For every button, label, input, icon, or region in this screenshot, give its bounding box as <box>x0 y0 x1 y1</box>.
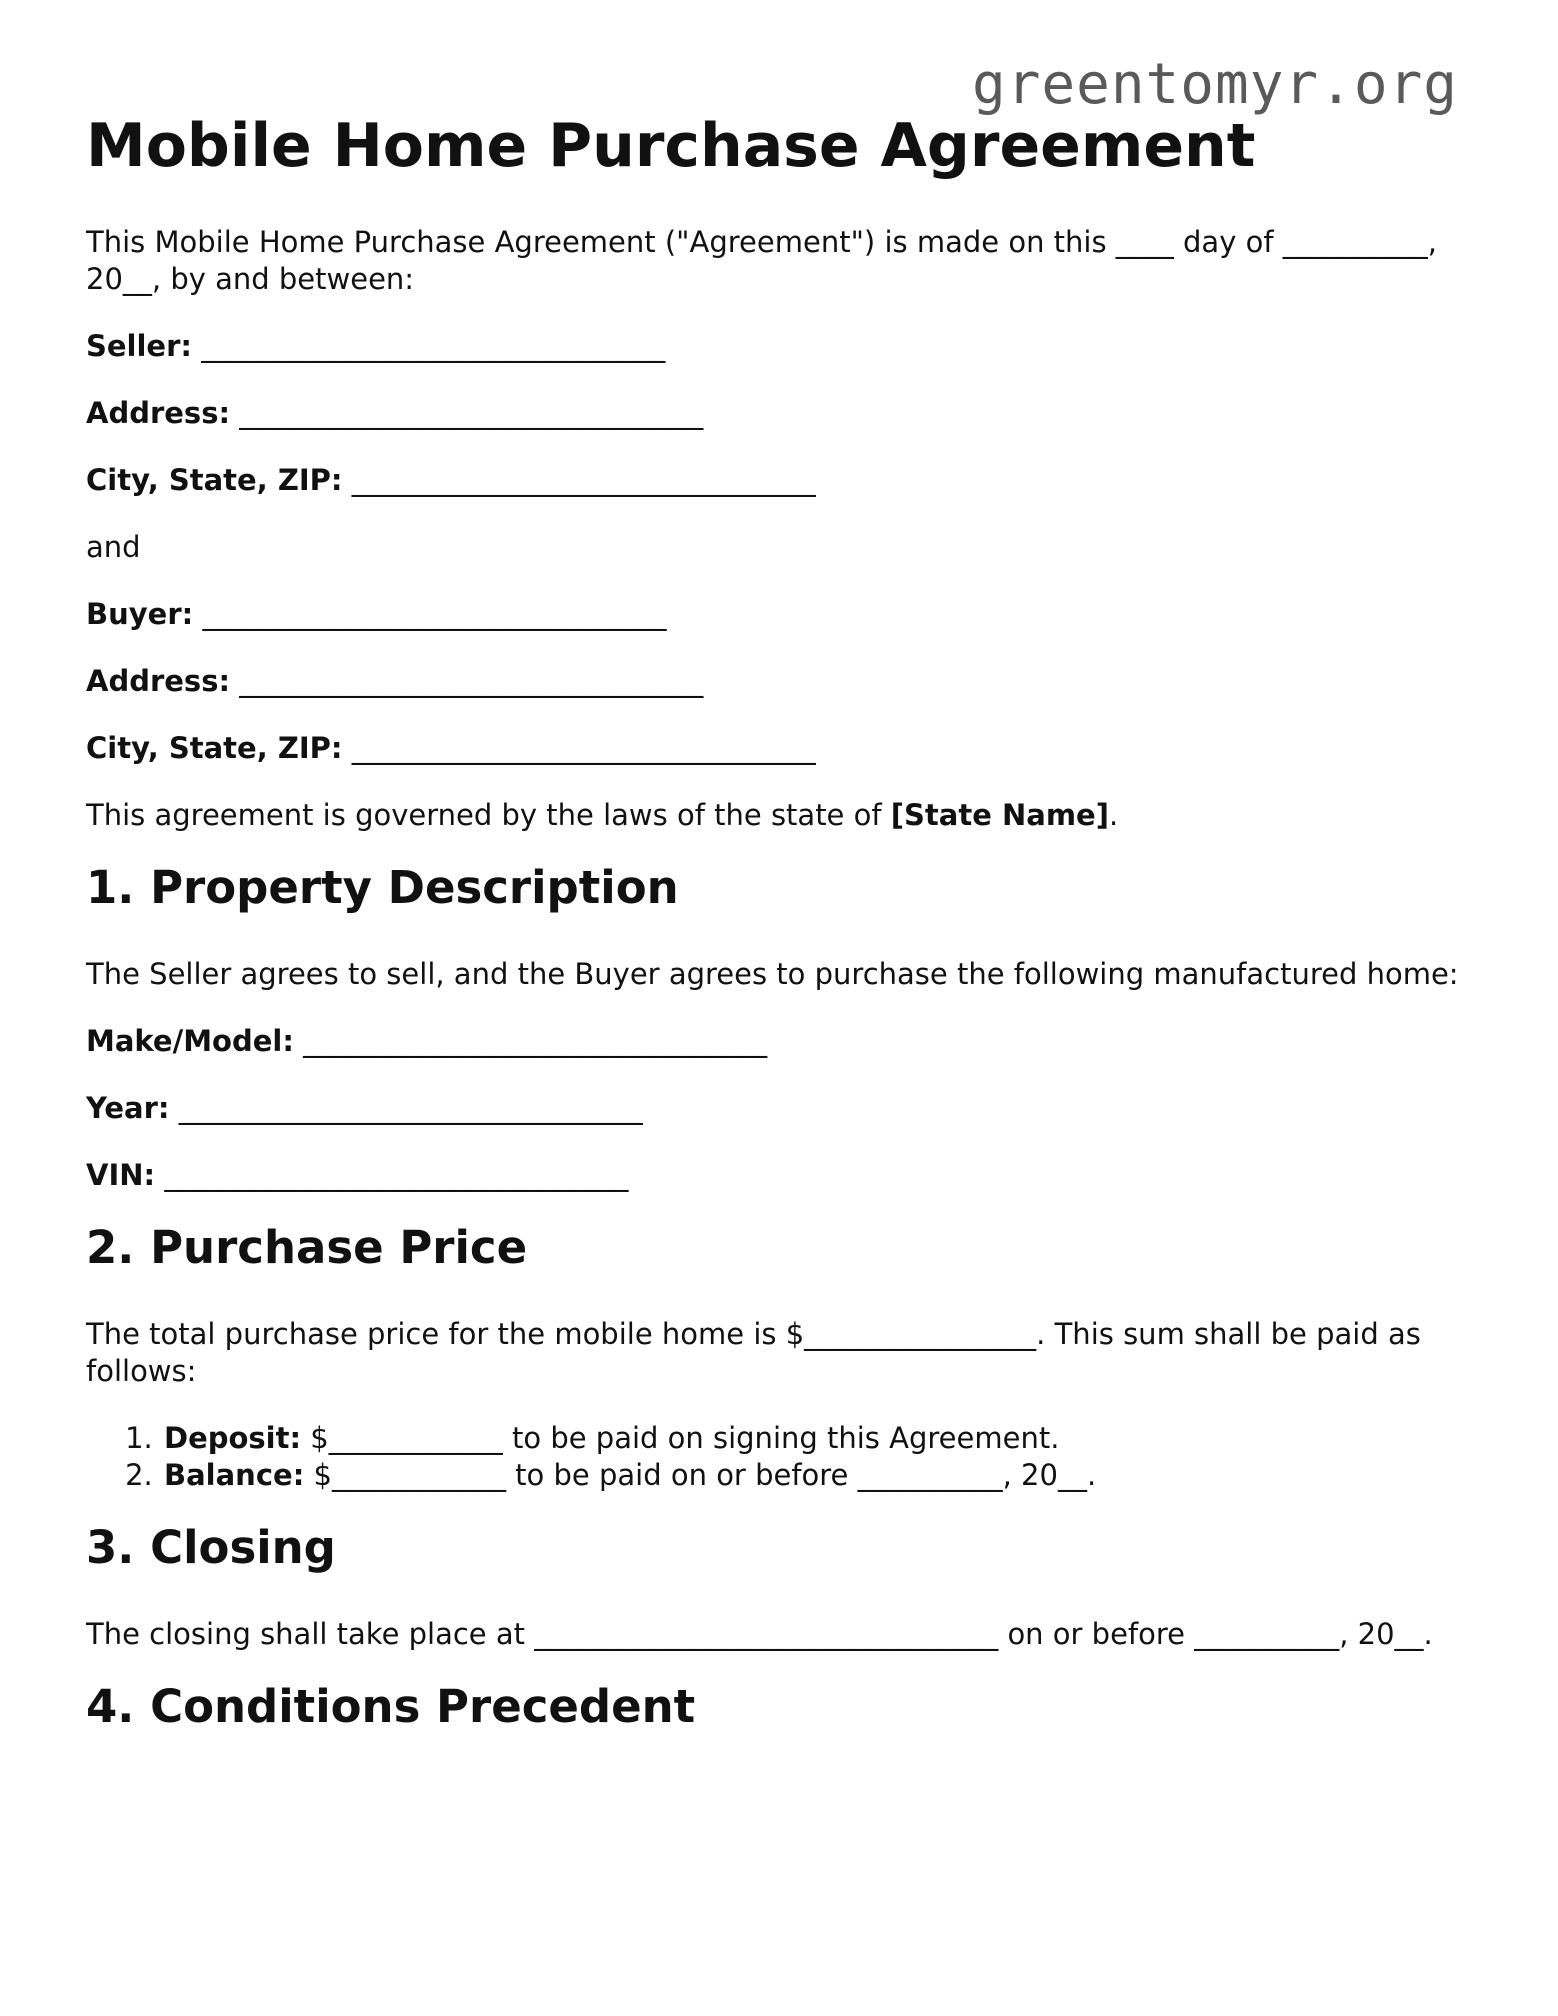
governing-state: [State Name] <box>890 798 1109 832</box>
section-4-heading: 4. Conditions Precedent <box>86 1680 696 1733</box>
vin-blank: ________________________________ <box>164 1158 629 1192</box>
year-label: Year: <box>86 1091 170 1125</box>
vin-field <box>86 1157 1466 1194</box>
buyer-city-blank: ________________________________ <box>351 731 816 765</box>
buyer-address-field <box>86 663 1466 700</box>
section-3-heading: 3. Closing <box>86 1521 336 1574</box>
buyer-name-blank: ________________________________ <box>202 597 667 631</box>
seller-city-label: City, State, ZIP: <box>86 463 343 497</box>
buyer-name-field <box>86 596 1466 633</box>
buyer-city-label: City, State, ZIP: <box>86 731 343 765</box>
governing-law-text <box>86 797 1466 834</box>
governing-prefix: This agreement is governed by the laws of the state of <box>86 798 891 832</box>
balance-label: Balance: <box>164 1458 305 1492</box>
list-item <box>162 1420 1466 1457</box>
buyer-address-label: Address: <box>86 664 231 698</box>
intro-paragraph: This Mobile Home Purchase Agreement ("Agreement") is made on this ____ day of __________, 20__, by and between: <box>86 225 1437 296</box>
seller-name-field <box>86 328 1466 365</box>
make-model-field <box>86 1023 1466 1060</box>
seller-city-blank: ________________________________ <box>351 463 816 497</box>
deposit-label: Deposit: <box>164 1421 302 1455</box>
buyer-city-field <box>86 730 1466 767</box>
section-1-heading: 1. Property Description <box>86 861 679 914</box>
seller-address-field <box>86 395 1466 432</box>
seller-name-blank: ________________________________ <box>201 329 666 363</box>
list-item <box>162 1457 1466 1494</box>
and-text: and <box>86 530 141 564</box>
section-2-text: The total purchase price for the mobile home is $________________. This sum shall be paid as follows: <box>86 1317 1421 1388</box>
watermark: greentomyr.org <box>971 52 1458 117</box>
seller-name-label: Seller: <box>86 329 193 363</box>
seller-address-blank: ________________________________ <box>239 396 704 430</box>
document-page <box>86 108 1466 1775</box>
section-1-text: The Seller agrees to sell, and the Buyer agrees to purchase the following manufactured home: <box>86 957 1459 991</box>
section-2-heading: 2. Purchase Price <box>86 1221 528 1274</box>
buyer-name-label: Buyer: <box>86 597 194 631</box>
deposit-text: $____________ to be paid on signing this Agreement. <box>301 1421 1060 1455</box>
governing-suffix: . <box>1108 798 1119 832</box>
page-title: Mobile Home Purchase Agreement <box>86 111 1256 181</box>
payment-list <box>86 1420 1466 1494</box>
year-blank: ________________________________ <box>178 1091 643 1125</box>
seller-city-field <box>86 462 1466 499</box>
make-model-label: Make/Model: <box>86 1024 294 1058</box>
section-3-text: The closing shall take place at ________________________________ on or before __________, 20__. <box>86 1617 1433 1651</box>
year-field <box>86 1090 1466 1127</box>
vin-label: VIN: <box>86 1158 156 1192</box>
seller-address-label: Address: <box>86 396 231 430</box>
balance-text: $____________ to be paid on or before __________, 20__. <box>304 1458 1097 1492</box>
make-model-blank: ________________________________ <box>303 1024 768 1058</box>
buyer-address-blank: ________________________________ <box>239 664 704 698</box>
